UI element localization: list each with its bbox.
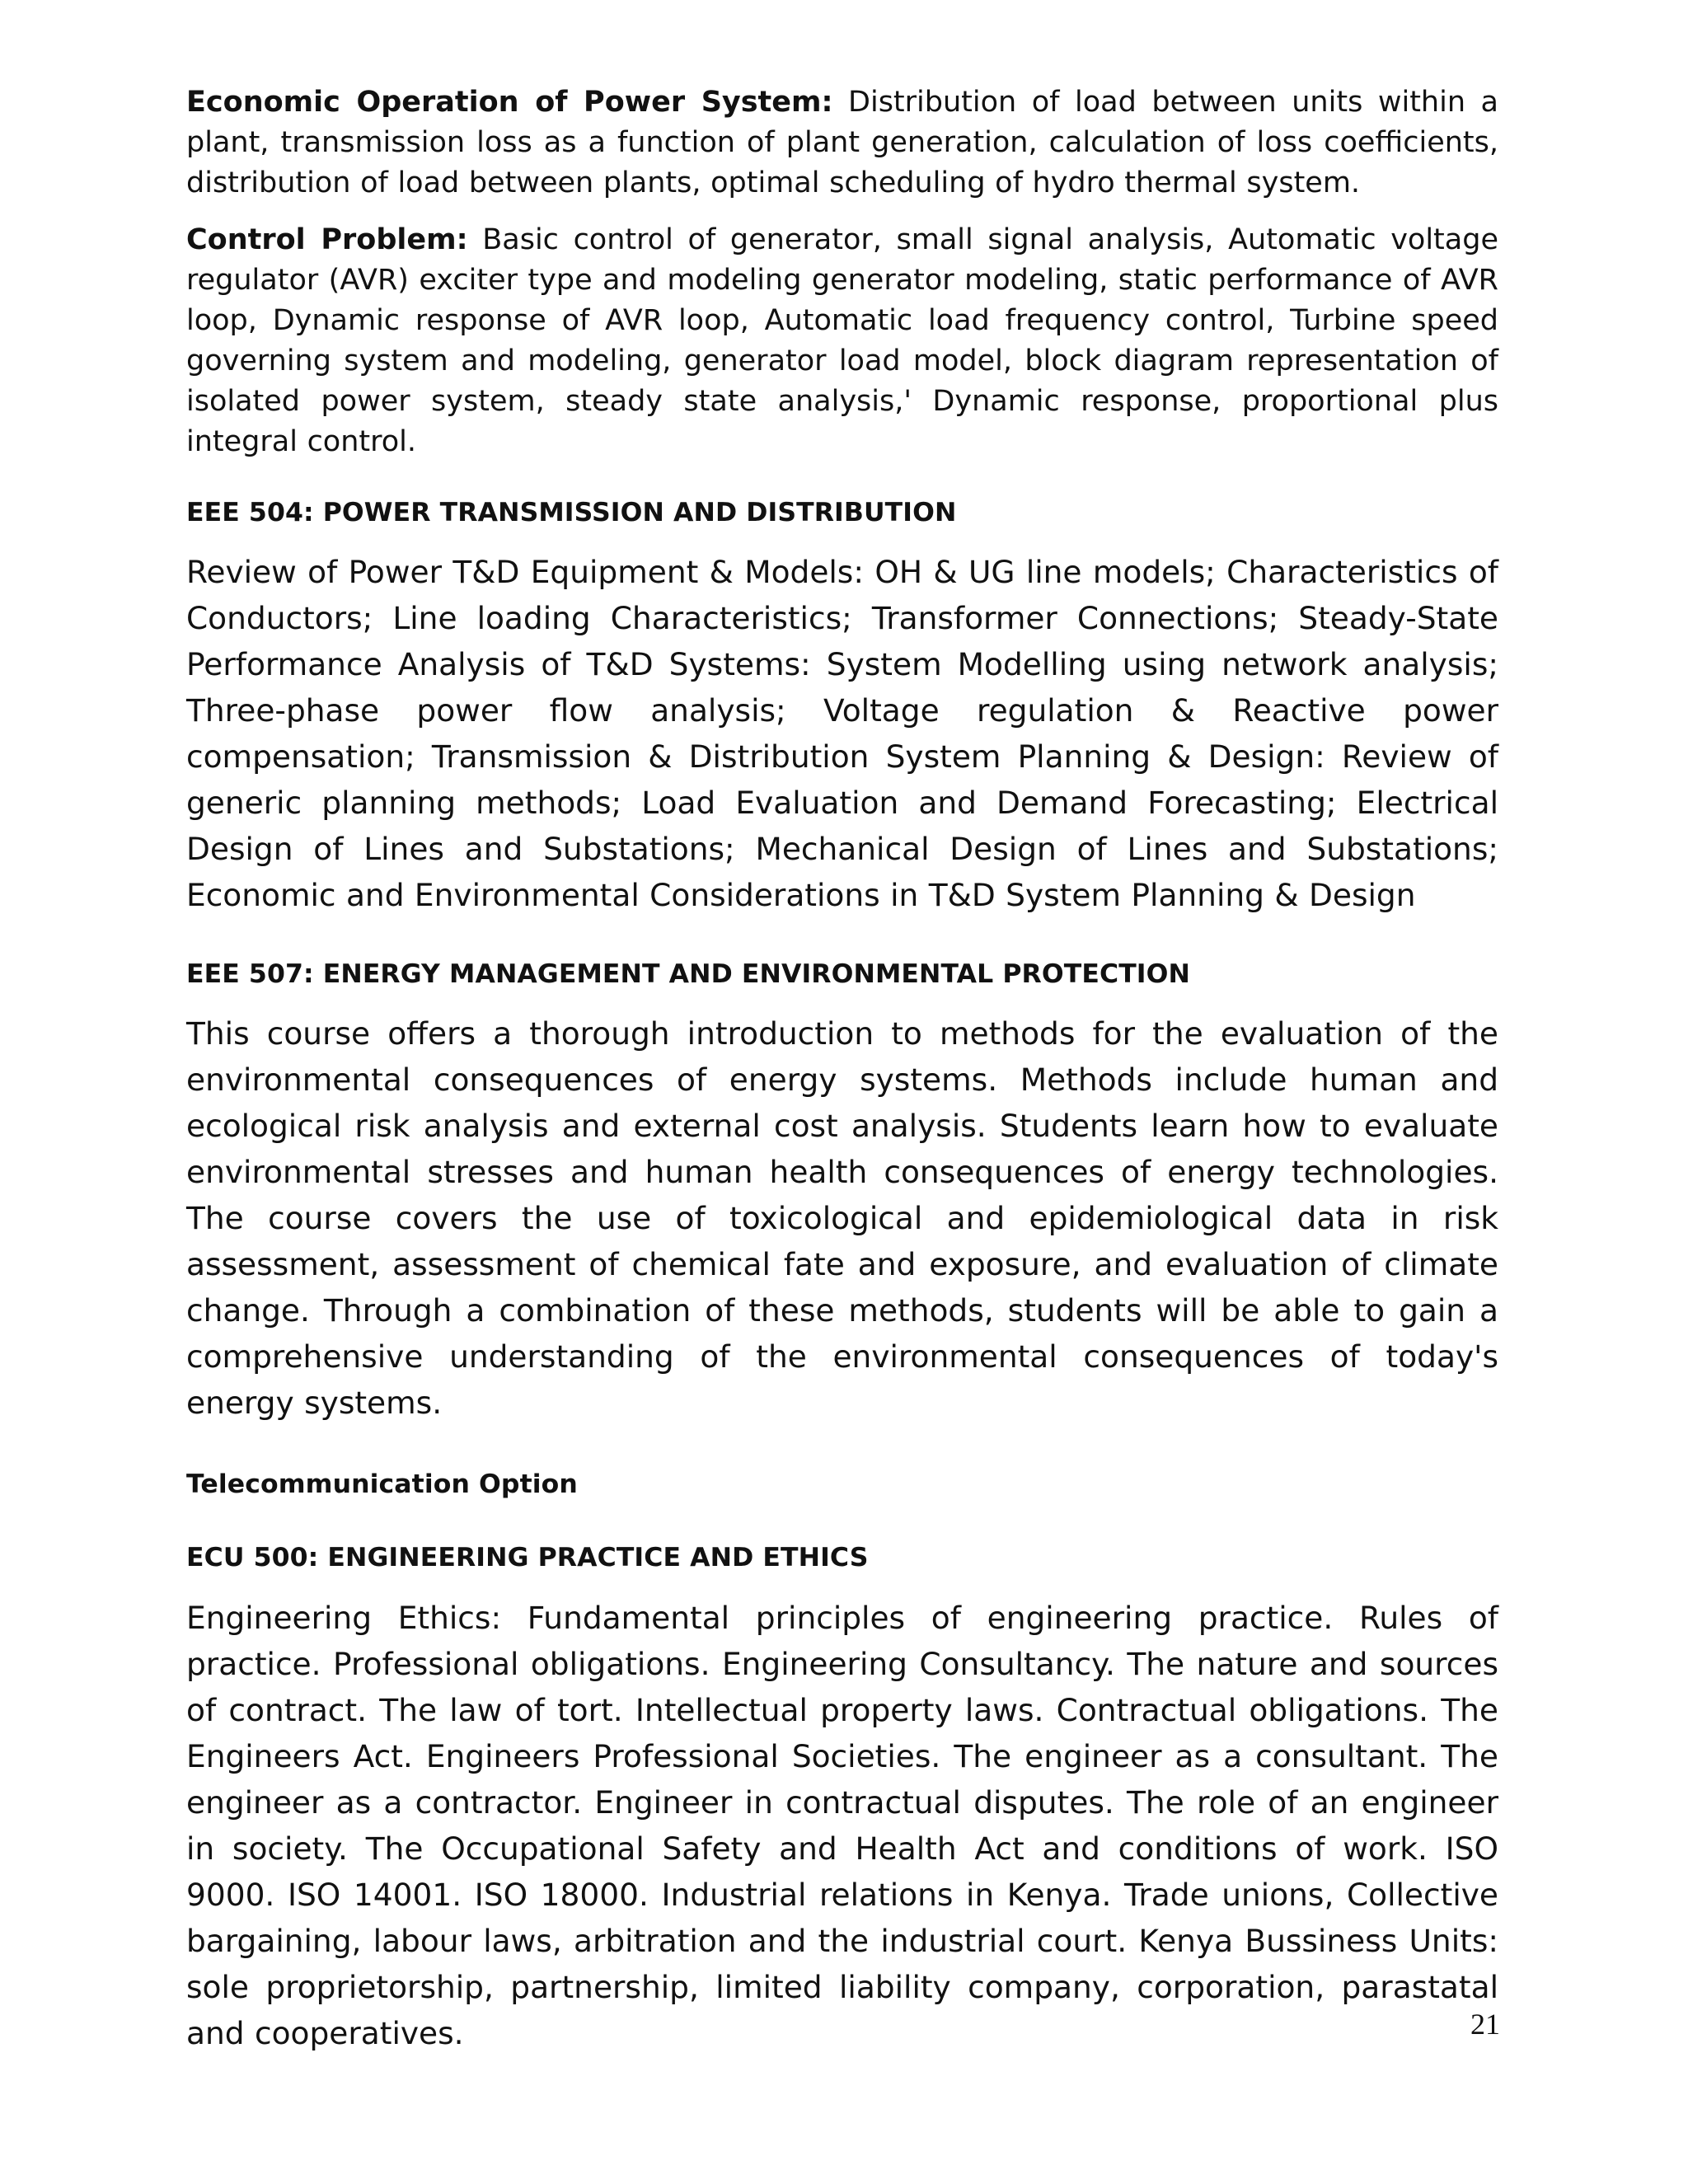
control-problem-paragraph bbox=[186, 220, 1498, 462]
document-page bbox=[186, 82, 1498, 2056]
ecu500-heading: ECU 500: ENGINEERING PRACTICE AND ETHICS bbox=[186, 1543, 869, 1572]
eee504-paragraph: Review of Power T&D Equipment & Models: OH & UG line models; Characteristics of Conductors; Line loading Characteristics; Transformer Connections; Steady-State Performance Analysis of T&D Systems: System Modelling using network analysis; Three-phase power flow analysis; Voltage regulation & Reactive power compensation; Transmission & Distribution System Planning & Design: Review of generic planning methods; Load Evaluation and Demand Forecasting; Electrical Design of Lines and Substations; Mechanical Design of Lines and Substations; Economic and Environmental Considerations in T&D System Planning & Design bbox=[186, 554, 1498, 913]
eee507-heading: EEE 507: ENERGY MANAGEMENT AND ENVIRONMENTAL PROTECTION bbox=[186, 959, 1190, 989]
ecu500-paragraph: Engineering Ethics: Fundamental principles of engineering practice. Rules of practice. Professional obligations. Engineering Consultancy. The nature and sources of contract. The law of tort. Intellectual property laws. Contractual obligations. The Engineers Act. Engineers Professional Societies. The engineer as a consultant. The engineer as a contractor. Engineer in contractual disputes. The role of an engineer in society. The Occupational Safety and Health Act and conditions of work. ISO 9000. ISO 14001. ISO 18000. Industrial relations in Kenya. Trade unions, Collective bargaining, labour laws, arbitration and the industrial court. Kenya Bussiness Units: sole proprietorship, partnership, limited liability company, corporation, parastatal and cooperatives. bbox=[186, 1600, 1498, 2051]
economic-operation-lead: Economic Operation of Power System: bbox=[186, 86, 833, 119]
telecommunication-option-heading: Telecommunication Option bbox=[186, 1469, 578, 1499]
economic-operation-paragraph bbox=[186, 82, 1498, 204]
page-number: 21 bbox=[1470, 2008, 1500, 2041]
economic-operation-text: Distribution of load between units within a plant, transmission loss as a function of plant generation, calculation of loss coefficients, distribution of load between plants, optimal scheduling of hydro thermal system. bbox=[186, 86, 1498, 199]
control-problem-lead: Control Problem: bbox=[186, 223, 468, 256]
eee504-heading: EEE 504: POWER TRANSMISSION AND DISTRIBUTION bbox=[186, 498, 957, 527]
eee507-paragraph: This course offers a thorough introduction to methods for the evaluation of the environmental consequences of energy systems. Methods include human and ecological risk analysis and external cost analysis. Students learn how to evaluate environmental stresses and human health consequences of energy technologies. The course covers the use of toxicological and epidemiological data in risk assessment, assessment of chemical fate and exposure, and evaluation of climate change. Through a combination of these methods, students will be able to gain a comprehensive understanding of the environmental consequences of today's energy systems. bbox=[186, 1015, 1498, 1421]
control-problem-text: Basic control of generator, small signal analysis, Automatic voltage regulator (AVR) exciter type and modeling generator modeling, static performance of AVR loop, Dynamic response of AVR loop, Automatic load frequency control, Turbine speed governing system and modeling, generator load model, block diagram representation of isolated power system, steady state analysis,' Dynamic response, proportional plus integral control. bbox=[186, 223, 1498, 458]
